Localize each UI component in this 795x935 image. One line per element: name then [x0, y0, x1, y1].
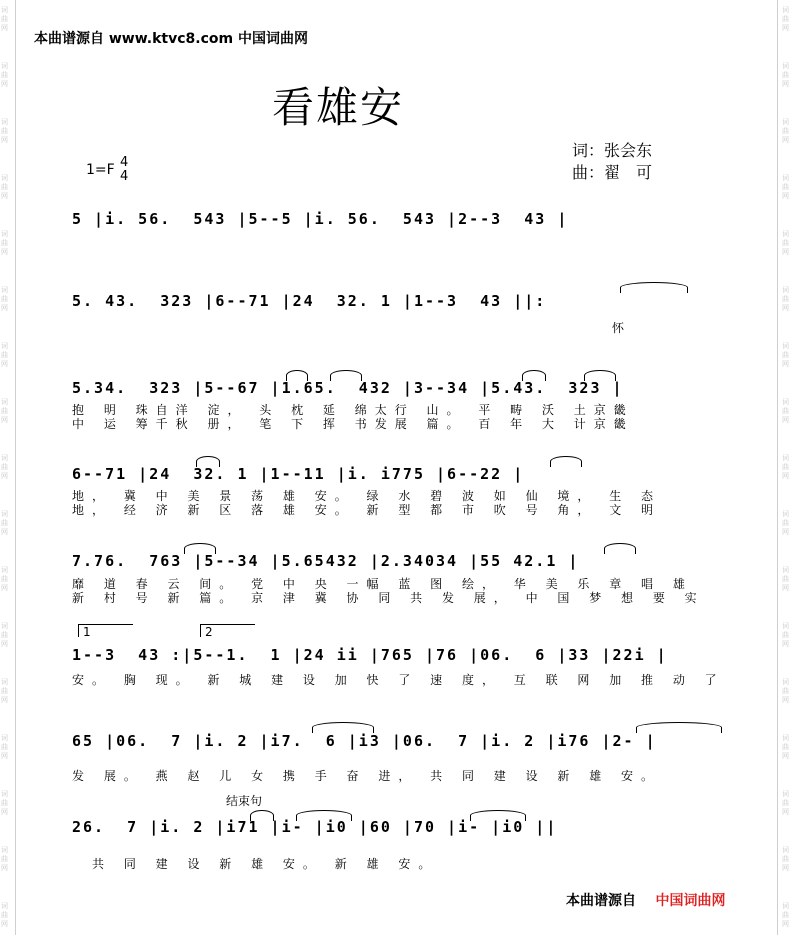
- watermark-glyph: 网: [1, 248, 8, 256]
- watermark-glyph: 网: [1, 136, 8, 144]
- watermark-glyph: 词: [782, 174, 789, 182]
- watermark-glyph: 网: [1, 864, 8, 872]
- watermark-glyph: 词: [782, 6, 789, 14]
- slur: [184, 543, 216, 554]
- watermark-glyph: 曲: [1, 71, 8, 79]
- watermark-glyph: 网: [1, 360, 8, 368]
- watermark-glyph: 曲: [782, 295, 789, 303]
- slur: [636, 722, 722, 733]
- watermark-glyph: 词: [782, 342, 789, 350]
- watermark-glyph: 词: [782, 846, 789, 854]
- watermark-glyph: 网: [1, 584, 8, 592]
- end-phrase-mark: 结束句: [226, 794, 263, 808]
- watermark-glyph: 曲: [782, 351, 789, 359]
- watermark-glyph: 网: [1, 24, 8, 32]
- watermark-glyph: 网: [1, 304, 8, 312]
- watermark-glyph: 曲: [1, 239, 8, 247]
- watermark-glyph: 词: [1, 286, 8, 294]
- watermark-glyph: 曲: [1, 351, 8, 359]
- watermark-glyph: 曲: [782, 407, 789, 415]
- key-signature: 1=F: [86, 162, 115, 178]
- watermark-glyph: 网: [1, 808, 8, 816]
- credits: [572, 140, 652, 184]
- slur: [522, 370, 546, 381]
- time-signature: [120, 156, 128, 184]
- watermark-glyph: 网: [1, 416, 8, 424]
- lyric-line: 抱 明 珠自洋 淀， 头 枕 延 绵太行 山。 平 畴 沃 土京畿: [72, 403, 634, 417]
- score-row: 7.76. 763 |5--34 |5.65432 |2.34034 |55 42.1 |: [72, 552, 580, 570]
- slur: [550, 456, 582, 467]
- watermark-glyph: 网: [1, 752, 8, 760]
- lyric-line: 怀: [612, 321, 633, 335]
- watermark-glyph: 词: [1, 454, 8, 462]
- watermark-glyph: 曲: [1, 15, 8, 23]
- lyric-line: 安。 胸 现。 新 城 建 设 加 快 了 速 度， 互 联 网 加 推 动 了: [72, 673, 725, 687]
- watermark-glyph: 曲: [1, 575, 8, 583]
- watermark-glyph: 网: [1, 920, 8, 928]
- watermark-glyph: 网: [782, 360, 789, 368]
- watermark-glyph: 网: [782, 752, 789, 760]
- watermark-glyph: 网: [782, 696, 789, 704]
- score-row: 26. 7 |i. 2 |i71 |i- |i0 |60 |70 |i- |i0 ||: [72, 818, 558, 836]
- watermark-glyph: 词: [1, 734, 8, 742]
- footer-source-label: 本曲谱源自: [566, 893, 636, 909]
- watermark-glyph: 词: [782, 510, 789, 518]
- slur: [296, 810, 352, 821]
- watermark-glyph: 曲: [782, 127, 789, 135]
- watermark-glyph: 网: [782, 416, 789, 424]
- lyric-line: 地， 经 济 新 区 落 雄 安。 新 型 都 市 吹 号 角， 文 明: [72, 503, 662, 517]
- watermark-glyph: 词: [1, 6, 8, 14]
- score-row: 5.34. 323 |5--67 |1.65. 432 |3--34 |5.43. 323 |: [72, 379, 624, 397]
- left-watermark-strip: [0, 0, 14, 935]
- watermark-glyph: 网: [1, 696, 8, 704]
- right-watermark-strip: [781, 0, 795, 935]
- slur: [620, 282, 688, 293]
- slur: [470, 810, 526, 821]
- watermark-glyph: 曲: [782, 799, 789, 807]
- watermark-glyph: 词: [782, 678, 789, 686]
- watermark-glyph: 网: [782, 528, 789, 536]
- watermark-glyph: 词: [1, 846, 8, 854]
- watermark-glyph: 网: [1, 640, 8, 648]
- lyric-line: 地， 冀 中 美 景 荡 雄 安。 绿 水 碧 波 如 仙 境， 生 态: [72, 489, 662, 503]
- lyric-line: 发 展。 燕 赵 儿 女 携 手 奋 进， 共 同 建 设 新 雄 安。: [72, 769, 662, 783]
- watermark-glyph: 曲: [1, 183, 8, 191]
- watermark-glyph: 曲: [1, 911, 8, 919]
- watermark-glyph: 曲: [782, 15, 789, 23]
- watermark-glyph: 词: [782, 566, 789, 574]
- watermark-glyph: 词: [1, 622, 8, 630]
- watermark-glyph: 网: [782, 472, 789, 480]
- time-signature-top: 4: [120, 155, 129, 170]
- watermark-glyph: 曲: [1, 463, 8, 471]
- watermark-glyph: 词: [1, 174, 8, 182]
- watermark-glyph: 曲: [1, 407, 8, 415]
- watermark-glyph: 网: [782, 248, 789, 256]
- lyric-line: 靡 道 春 云 间。 党 中 央 一幅 蓝 图 绘， 华 美 乐 章 唱 雄: [72, 577, 693, 591]
- watermark-glyph: 曲: [782, 911, 789, 919]
- watermark-glyph: 曲: [782, 71, 789, 79]
- watermark-glyph: 词: [1, 398, 8, 406]
- watermark-glyph: 曲: [1, 295, 8, 303]
- watermark-glyph: 曲: [782, 855, 789, 863]
- watermark-glyph: 词: [782, 734, 789, 742]
- watermark-glyph: 曲: [782, 519, 789, 527]
- watermark-glyph: 曲: [782, 463, 789, 471]
- slur: [250, 810, 274, 821]
- slur: [196, 456, 220, 467]
- watermark-glyph: 词: [782, 230, 789, 238]
- watermark-glyph: 曲: [782, 631, 789, 639]
- right-margin-line: [777, 0, 778, 935]
- watermark-glyph: 词: [1, 342, 8, 350]
- score-row: 1--3 43 :|5--1. 1 |24 ii |765 |76 |06. 6 |33 |22i |: [72, 646, 668, 664]
- slur: [286, 370, 308, 381]
- watermark-glyph: 网: [782, 864, 789, 872]
- lyricist: 词：张会东: [572, 141, 653, 160]
- slur: [330, 370, 362, 381]
- composer: 曲：翟 可: [572, 163, 653, 182]
- watermark-glyph: 网: [1, 192, 8, 200]
- watermark-glyph: 曲: [782, 575, 789, 583]
- left-margin-line: [15, 0, 16, 935]
- watermark-glyph: 词: [1, 790, 8, 798]
- watermark-glyph: 词: [1, 510, 8, 518]
- watermark-glyph: 曲: [782, 687, 789, 695]
- slur: [604, 543, 636, 554]
- watermark-glyph: 曲: [1, 799, 8, 807]
- slur: [584, 370, 616, 381]
- volta-first-ending: 1: [78, 624, 133, 637]
- watermark-glyph: 网: [782, 24, 789, 32]
- lyric-line: 新 村 号 新 篇。 京 津 冀 协 同 共 发 展， 中 国 梦 想 要 实: [72, 591, 705, 605]
- watermark-glyph: 词: [1, 118, 8, 126]
- watermark-glyph: 曲: [782, 239, 789, 247]
- score-row: 5 |i. 56. 543 |5--5 |i. 56. 543 |2--3 43 |: [72, 210, 569, 228]
- watermark-glyph: 网: [782, 304, 789, 312]
- lyric-line: 中 运 筹千秋 册， 笔 下 挥 书发展 篇。 百 年 大 计京畿: [72, 417, 634, 431]
- footer-source: [566, 890, 726, 910]
- time-signature-bottom: 4: [120, 169, 129, 184]
- watermark-glyph: 曲: [1, 631, 8, 639]
- watermark-glyph: 网: [1, 528, 8, 536]
- footer-source-brand: 中国词曲网: [655, 893, 726, 909]
- watermark-glyph: 词: [782, 398, 789, 406]
- source-line: 本曲谱源自 www.ktvc8.com 中国词曲网: [34, 31, 308, 47]
- song-title: 看雄安: [272, 83, 405, 132]
- watermark-glyph: 网: [782, 584, 789, 592]
- watermark-glyph: 网: [782, 920, 789, 928]
- watermark-glyph: 词: [782, 790, 789, 798]
- watermark-glyph: 曲: [782, 183, 789, 191]
- watermark-glyph: 网: [782, 80, 789, 88]
- watermark-glyph: 网: [782, 640, 789, 648]
- watermark-glyph: 词: [782, 62, 789, 70]
- watermark-glyph: 网: [782, 192, 789, 200]
- watermark-glyph: 词: [1, 678, 8, 686]
- watermark-glyph: 词: [1, 902, 8, 910]
- watermark-glyph: 曲: [1, 743, 8, 751]
- score-row: 5. 43. 323 |6--71 |24 32. 1 |1--3 43 ||:: [72, 292, 547, 310]
- watermark-glyph: 词: [1, 62, 8, 70]
- watermark-glyph: 网: [782, 136, 789, 144]
- slur: [312, 722, 374, 733]
- score-row: 6--71 |24 32. 1 |1--11 |i. i775 |6--22 |: [72, 465, 525, 483]
- watermark-glyph: 网: [782, 808, 789, 816]
- watermark-glyph: 曲: [1, 855, 8, 863]
- watermark-glyph: 词: [782, 118, 789, 126]
- watermark-glyph: 词: [782, 902, 789, 910]
- watermark-glyph: 曲: [1, 127, 8, 135]
- lyric-line: 共 同 建 设 新 雄 安。 新 雄 安。: [92, 857, 439, 871]
- watermark-glyph: 网: [1, 80, 8, 88]
- watermark-glyph: 曲: [782, 743, 789, 751]
- watermark-glyph: 词: [782, 286, 789, 294]
- watermark-glyph: 词: [782, 622, 789, 630]
- watermark-glyph: 词: [782, 454, 789, 462]
- watermark-glyph: 网: [1, 472, 8, 480]
- watermark-glyph: 词: [1, 566, 8, 574]
- watermark-glyph: 曲: [1, 687, 8, 695]
- volta-second-ending: 2: [200, 624, 255, 637]
- score-row: 65 |06. 7 |i. 2 |i7. 6 |i3 |06. 7 |i. 2 |i76 |2- |: [72, 732, 657, 750]
- watermark-glyph: 曲: [1, 519, 8, 527]
- watermark-glyph: 词: [1, 230, 8, 238]
